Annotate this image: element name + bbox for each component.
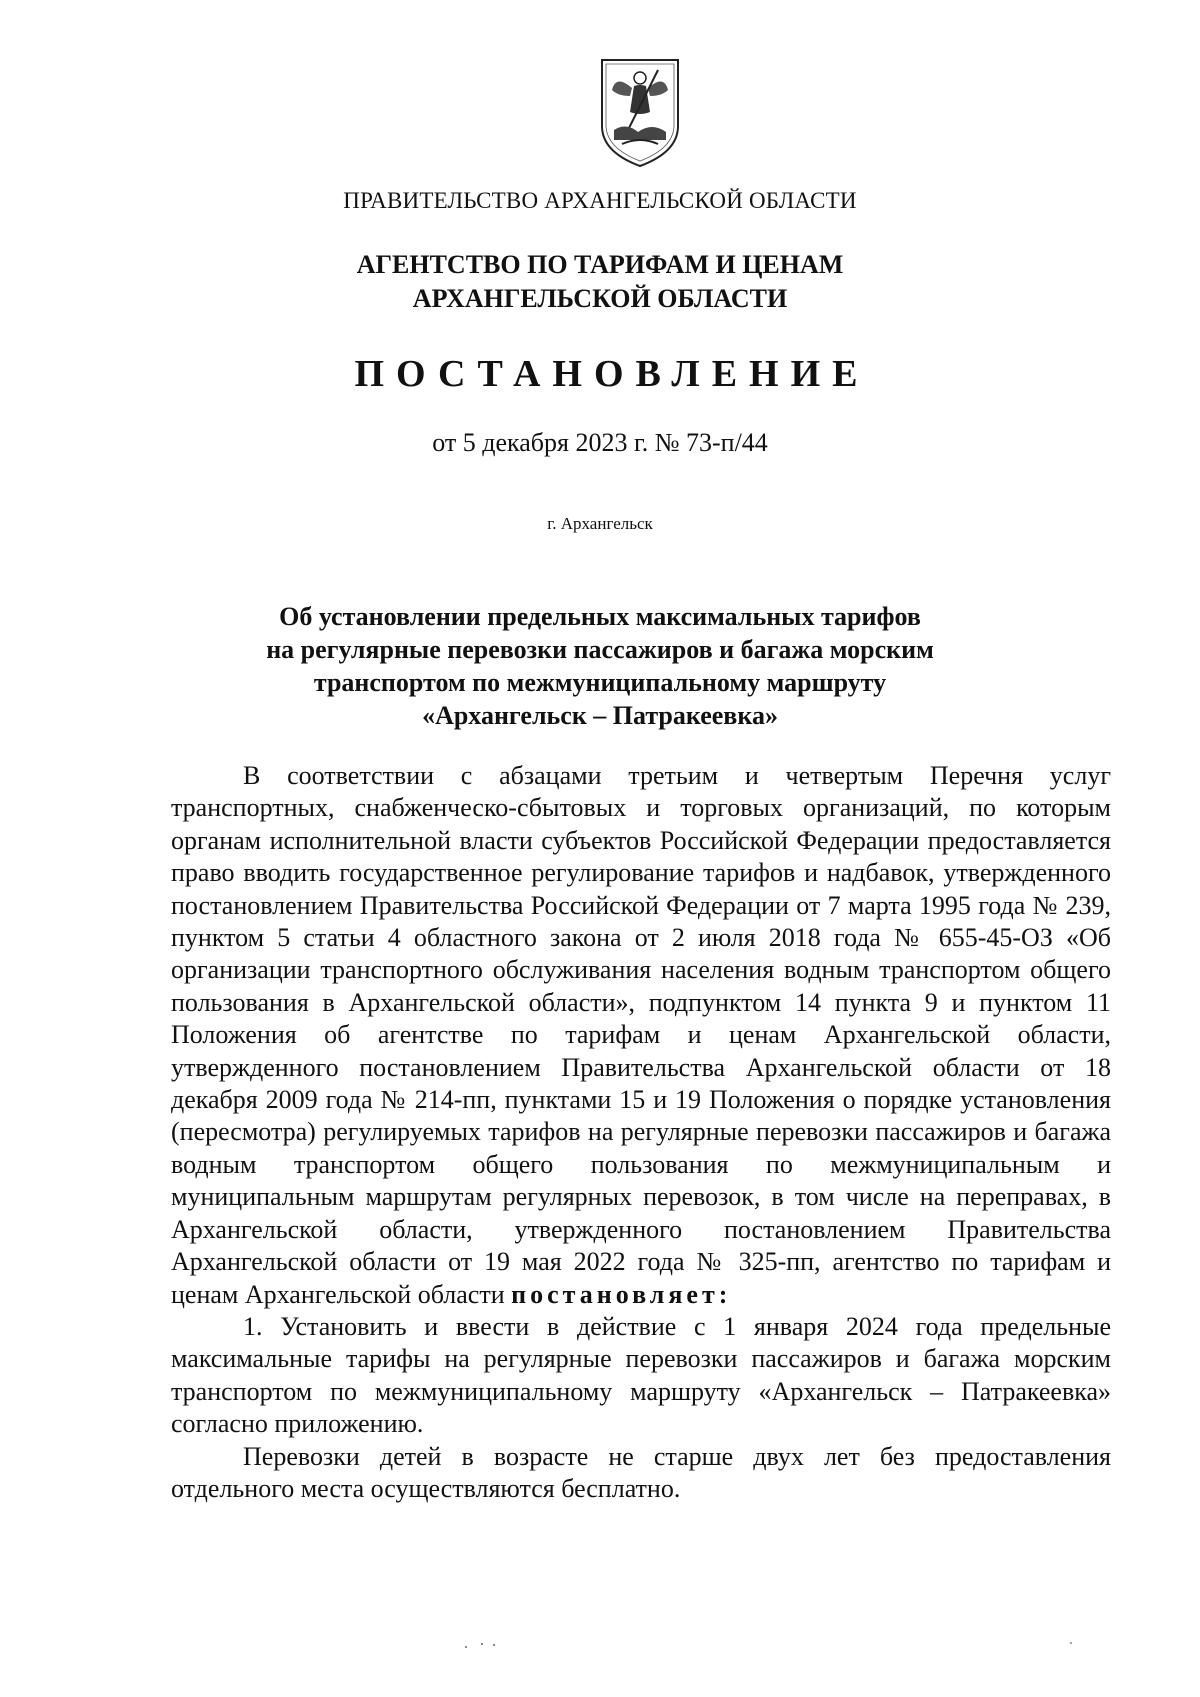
document-type-title: ПОСТАНОВЛЕНИЕ xyxy=(354,353,870,395)
scan-specks xyxy=(460,1641,520,1651)
subject-line1: Об установлении предельных максимальных тарифов xyxy=(279,602,921,631)
agency-name-line2: АРХАНГЕЛЬСКОЙ ОБЛАСТИ xyxy=(412,284,788,313)
government-name: ПРАВИТЕЛЬСТВО АРХАНГЕЛЬСКОЙ ОБЛАСТИ xyxy=(343,188,857,213)
document-body xyxy=(171,760,1111,1505)
preamble-paragraph xyxy=(171,760,1111,1311)
children-note-paragraph: Перевозки детей в возрасте не старше двух лет без предоставления отдельного места осуществляются бесплатно. xyxy=(171,1441,1111,1503)
document-date-number: от 5 декабря 2023 г. № 73-п/44 xyxy=(432,428,768,457)
preamble-text: В соответствии с абзацами третьим и четвертым Перечня услуг транспортных, снабженческо-сбытовых и торговых организаций, по которым органам исполнительной власти субъектов Российской Федерации предоставляется право вводить государственное регулирование тарифов и надбавок, утвержденного постановлением Правительства Российской Федерации от 7 марта 1995 года № 239, пунктом 5 статьи 4 областного закона от 2 июля 2018 года № 655-45-ОЗ «Об организации транспортного обслуживания населения водным транспортом общего пользования в Архангельской области», подпунктом 14 пункта 9 и пунктом 11 Положения об агентстве по тарифам и ценам Архангельской области, утвержденного постановлением Правительства Архангельской области от 18 декабря 2009 года № 214-пп, пунктами 15 и 19 Положения о порядке установления (пересмотра) регулируемых тарифов на регулярные перевозки пассажиров и багажа водным транспортом общего пользования по межмуниципальным и муниципальным маршрутам регулярных перевозок, в том числе на переправах, в Архангельской области, утвержденного постановлением Правительства Архангельской области от 19 мая 2022 года № 325-пп, агентство по тарифам и ценам Архангельской области xyxy=(171,761,1111,1309)
coat-of-arms-icon xyxy=(598,56,682,168)
scan-speck xyxy=(1068,1640,1074,1646)
subject-line4: «Архангельск – Патракеевка» xyxy=(422,701,778,730)
subject-line2: на регулярные перевозки пассажиров и багажа морским xyxy=(266,635,934,664)
item-1-paragraph: 1. Установить и ввести в действие с 1 января 2024 года предельные максимальные тарифы на регулярные перевозки пассажиров и багажа морским транспортом по межмуниципальному маршруту «Архангельск – Патракеевка» согласно приложению. xyxy=(171,1311,1111,1439)
decree-word: постановляет: xyxy=(511,1279,732,1309)
document-subject xyxy=(0,600,1200,732)
agency-name-line1: АГЕНТСТВО ПО ТАРИФАМ И ЦЕНАМ xyxy=(356,250,844,279)
document-city: г. Архангельск xyxy=(547,514,653,533)
subject-line3: транспортом по межмуниципальному маршруту xyxy=(313,668,887,697)
agency-name xyxy=(0,248,1200,316)
